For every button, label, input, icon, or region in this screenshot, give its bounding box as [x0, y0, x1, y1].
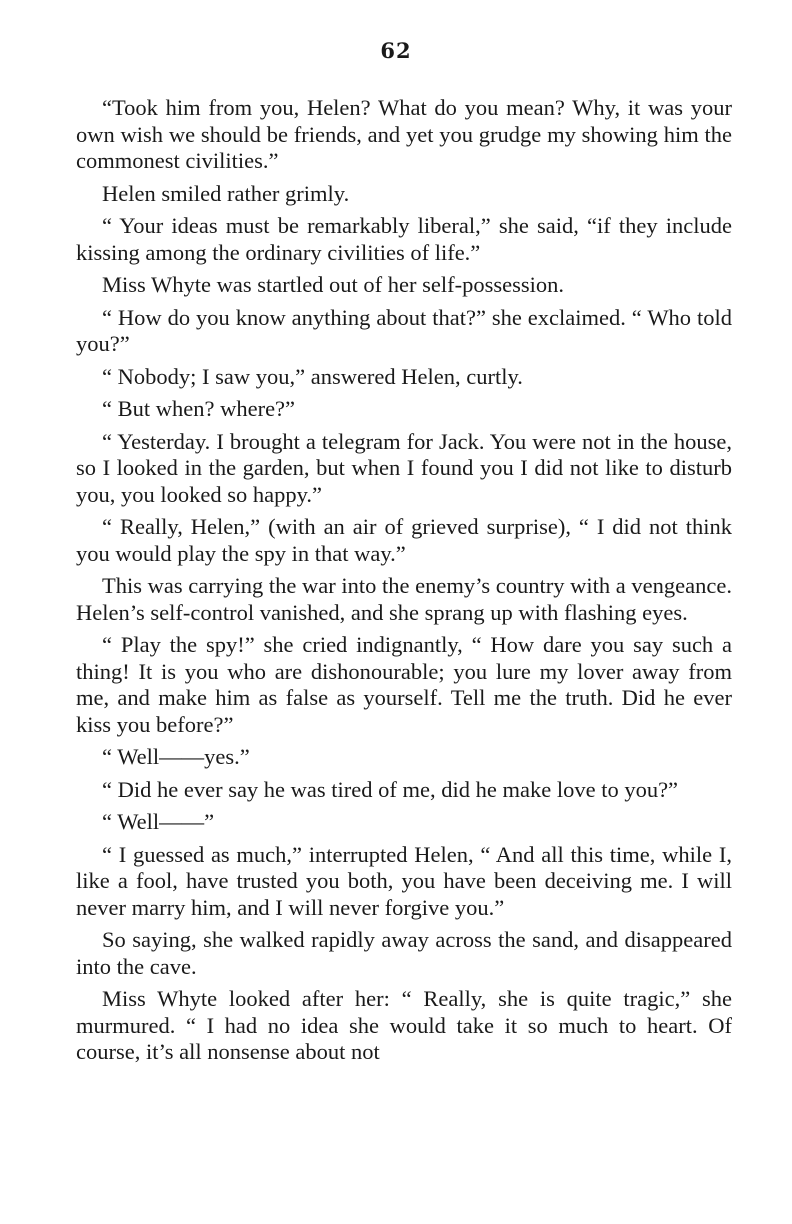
page-number: 62	[380, 38, 412, 63]
paragraph: So saying, she walked rapidly away across the sand, and disappeared into the cave.	[76, 927, 732, 979]
paragraph: Helen smiled rather grimly.	[102, 180, 350, 206]
paragraph: “Took him from you, Helen? What do you mean? Why, it was your own wish we should be friends, and yet you grudge my showing him the commonest civilities.”	[76, 95, 732, 173]
paragraph: “ Nobody; I saw you,” answered Helen, curtly.	[102, 363, 523, 389]
paragraph: Miss Whyte was startled out of her self-possession.	[102, 272, 565, 297]
paragraph: “ How do you know anything about that?” she exclaimed. “ Who told you?”	[76, 304, 732, 356]
page-text	[76, 95, 732, 1072]
paragraph: “ Did he ever say he was tired of me, did he make love to you?”	[102, 776, 679, 802]
paragraph: “ Well——yes.”	[102, 744, 250, 769]
paragraph: “ Play the spy!” she cried indignantly, “ How dare you say such a thing! It is you who are dishonourable; you lure my lover away from me, and make him as false as yourself. Tell me the truth. Did he ever kiss you before?”	[76, 632, 732, 737]
paragraph: “ Well——”	[102, 809, 215, 834]
paragraph: Miss Whyte looked after her: “ Really, she is quite tragic,” she murmured. “ I had no idea she would take it so much to heart. Of course, it’s all nonsense about not	[76, 986, 732, 1064]
paragraph: “ Really, Helen,” (with an air of grieved surprise), “ I did not think you would play the spy in that way.”	[76, 514, 732, 566]
paragraph: “ But when? where?”	[102, 396, 296, 421]
paragraph: “ Your ideas must be remarkably liberal,” she said, “if they include kissing among the ordinary civilities of life.”	[76, 213, 732, 265]
paragraph: “ I guessed as much,” interrupted Helen, “ And all this time, while I, like a fool, have trusted you both, you have been deceiving me. I will never marry him, and I will never forgive you.”	[76, 841, 732, 920]
paragraph: This was carrying the war into the enemy’s country with a vengeance. Helen’s self-control vanished, and she sprang up with flashing eyes.	[76, 573, 732, 625]
paragraph: “ Yesterday. I brought a telegram for Jack. You were not in the house, so I looked in the garden, but when I found you I did not like to disturb you, you looked so happy.”	[76, 428, 732, 507]
